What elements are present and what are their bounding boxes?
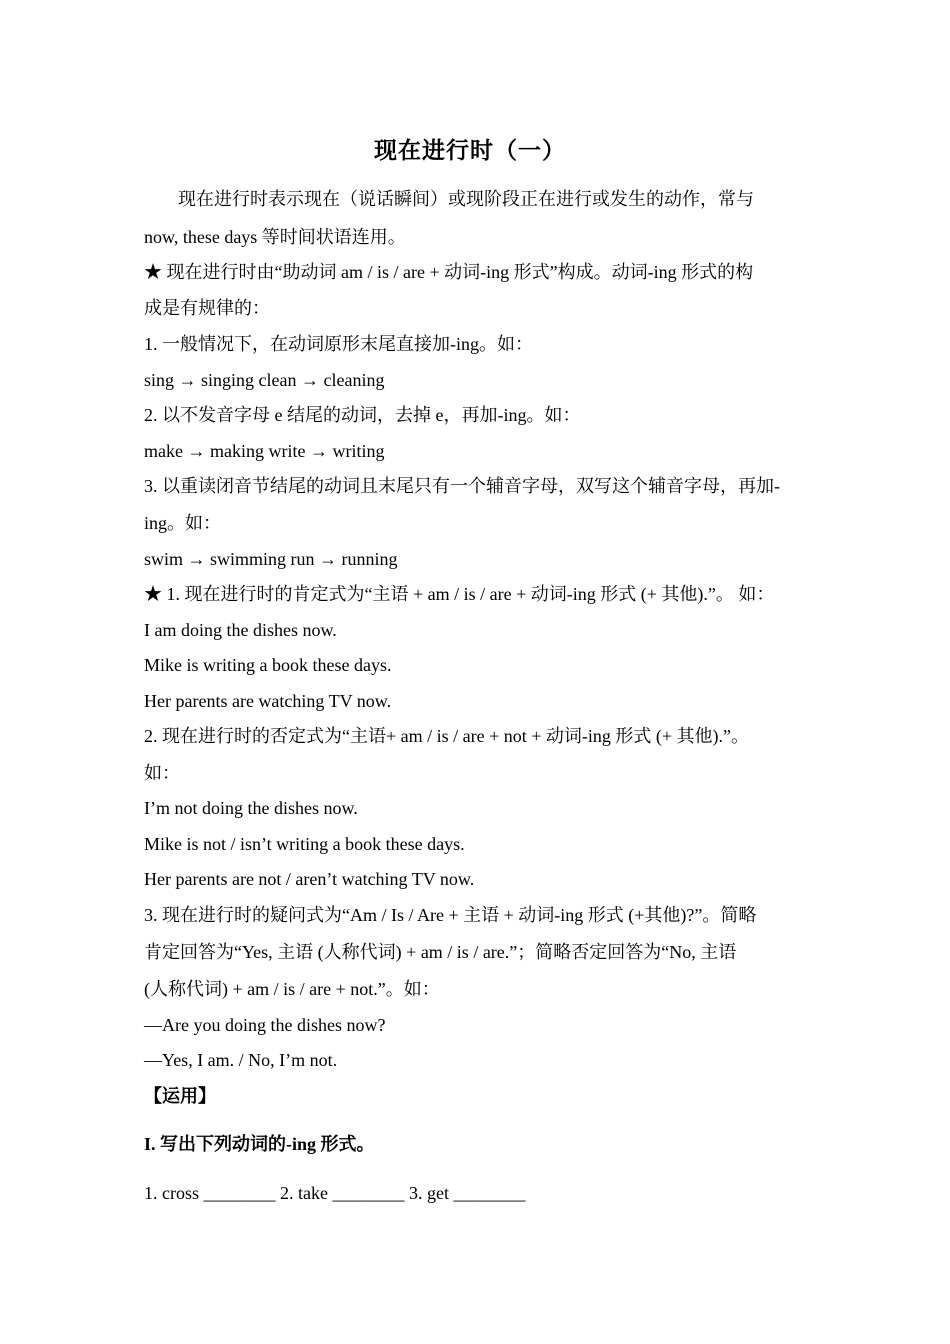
example-line: Mike is writing a book these days. <box>144 655 392 675</box>
paragraph-line: ★ 现在进行时由“助动词 am / is / are + 动词-ing 形式”构成。动词-ing 形式的构 <box>144 262 754 282</box>
rule-line: 3. 现在进行时的疑问式为“Am / Is / Are + 主语 + 动词-ing 形式 (+其他)?”。简略 <box>144 905 757 925</box>
rule-line: 2. 现在进行时的否定式为“主语+ am / is / are + not + 动词-ing 形式 (+ 其他).”。 <box>144 726 750 746</box>
example-line: make → making write → writing <box>144 441 385 461</box>
example-line: —Yes, I am. / No, I’m not. <box>144 1050 338 1070</box>
paragraph-line: 现在进行时表示现在（说话瞬间）或现阶段正在进行或发生的动作，常与 <box>178 189 754 209</box>
rule-line: 1. 一般情况下，在动词原形末尾直接加-ing。如： <box>144 334 533 354</box>
example-line: I’m not doing the dishes now. <box>144 798 358 818</box>
example-line: sing → singing clean → cleaning <box>144 370 385 390</box>
example-line: Mike is not / isn’t writing a book these days. <box>144 834 465 854</box>
exercise-heading: I. 写出下列动词的-ing 形式。 <box>144 1134 375 1154</box>
rule-line: 2. 以不发音字母 e 结尾的动词，去掉 e，再加-ing。如： <box>144 405 581 425</box>
exercise-line: 1. cross ________ 2. take ________ 3. get ________ <box>144 1183 526 1203</box>
paragraph-line: now, these days 等时间状语连用。 <box>144 227 406 247</box>
rule-line: 肯定回答为“Yes, 主语 (人称代词) + am / is / are.”；简略否定回答为“No, 主语 <box>144 942 737 962</box>
paragraph-line: 成是有规律的： <box>144 298 270 318</box>
example-line: Her parents are not / aren’t watching TV now. <box>144 869 475 889</box>
rule-line: ★ 1. 现在进行时的肯定式为“主语 + am / is / are + 动词-ing 形式 (+ 其他).”。 如： <box>144 584 775 604</box>
example-line: swim → swimming run → running <box>144 549 398 569</box>
section-label: 【运用】 <box>144 1086 216 1106</box>
rule-line: 3. 以重读闭音节结尾的动词且末尾只有一个辅音字母，双写这个辅音字母，再加- <box>144 476 780 496</box>
rule-line: ing。如： <box>144 513 222 533</box>
example-line: Her parents are watching TV now. <box>144 691 392 711</box>
rule-line: (人称代词) + am / is / are + not.”。如： <box>144 979 440 999</box>
example-line: —Are you doing the dishes now? <box>144 1015 386 1035</box>
rule-line: 如： <box>144 763 180 783</box>
page-title: 现在进行时（一） <box>374 138 566 164</box>
example-line: I am doing the dishes now. <box>144 620 337 640</box>
